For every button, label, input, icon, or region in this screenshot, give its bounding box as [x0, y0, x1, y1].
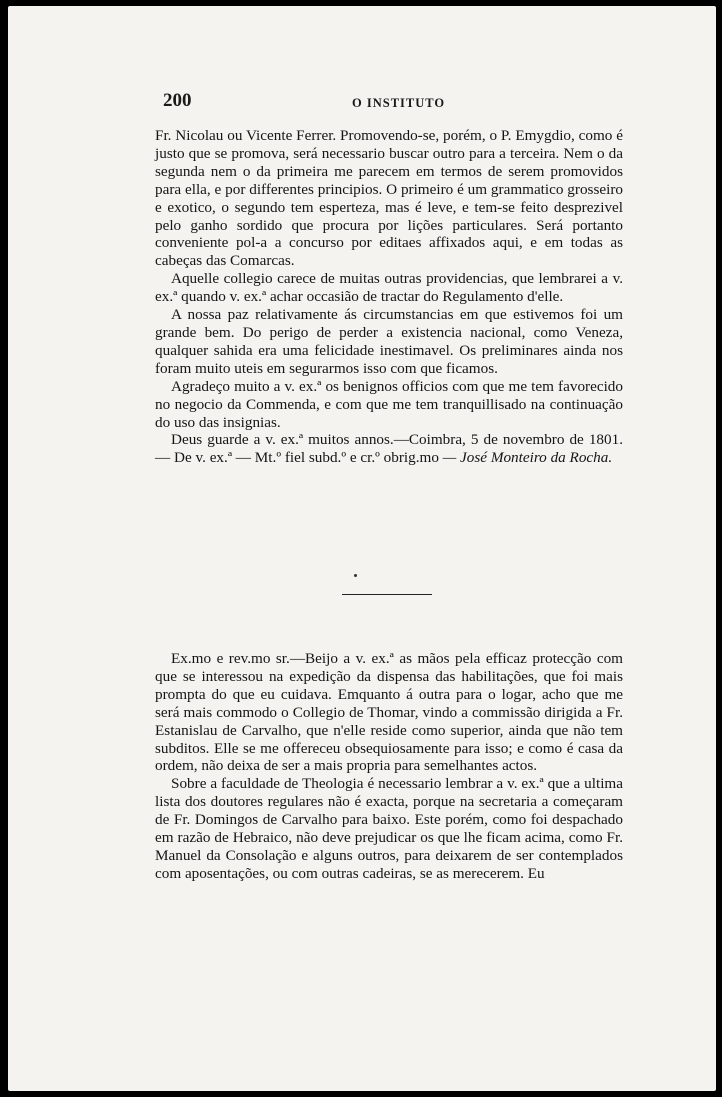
paragraph: Fr. Nicolau ou Vicente Ferrer. Promovendo-se, porém, o P. Emygdio, como é justo que se promova, será necessario buscar outro para a terceira. Nem o da segunda nem o da primeira me parecem em termos de serem promovidos para ella, e por differentes principios. O primeiro é um grammatico grosseiro e exotico, o segundo tem esperteza, mas é leve, e tem-se feito desprezivel pelo ganho sordido que procura por lições particulares. Será portanto conveniente pol-a a concurso por editaes affixados aqui, e em todas as cabeças das Comarcas. — [155, 127, 623, 270]
paragraph: Sobre a faculdade de Theologia é necessario lembrar a v. ex.ª que a ultima lista dos doutores regulares não é exacta, porque na secretaria a começaram de Fr. Domingos de Carvalho para baixo. Este porém, como foi despachado em razão de Hebraico, não deve prejudicar os que lhe ficam acima, como Fr. Manuel da Consolação e alguns outros, para deixarem de ser contemplados com aposentações, ou com outras cadeiras, se as merecerem. Eu — [155, 775, 623, 882]
running-title: O INSTITUTO — [352, 96, 446, 110]
letter-two — [155, 650, 623, 883]
page-number: 200 — [163, 90, 192, 111]
paragraph: Ex.mo e rev.mo sr.—Beijo a v. ex.ª as mãos pela efficaz protecção com que se interessou na expedição da dispensa das habilitações, que foi mais prompta do que eu cuidava. Emquanto á outra para o logar, acho que me será mais commodo o Collegio de Thomar, vindo a commissão dirigida a Fr. Estanislau de Carvalho, que n'elle reside como superior, ainda que não tem subditos. Elle se me offereceu obsequiosamente para isso; e como é casa da ordem, não deixa de ser a mais propria para semelhantes actos. — [155, 650, 623, 775]
paragraph: Agradeço muito a v. ex.ª os benignos officios com que me tem favorecido no negocio da Commenda, e com que me tem tranquillisado na continuação do uso das insignias. — [155, 377, 623, 431]
page-header — [163, 90, 633, 114]
signature: José Monteiro da Rocha. — [460, 449, 613, 467]
closing-text: Deus guarde a v. ex.ª muitos annos.—Coimbra, 5 de novembro de 1801. — De v. ex.ª — Mt.º fiel subd.º e cr.º obrig.mo — [155, 431, 623, 467]
section-divider — [342, 594, 432, 595]
paragraph: A nossa paz relativamente ás circumstancias em que estivemos foi um grande bem. Do perigo de perder a existencia nacional, como Veneza, qualquer sahida era uma felicidade inestimavel. Os preliminares ainda nos foram muito uteis em segurarmos isso com que ficamos. — [155, 306, 623, 377]
letter-one — [155, 127, 623, 467]
paragraph: Aquelle collegio carece de muitas outras providencias, que lembrarei a v. ex.ª quando v. ex.ª achar occasião de tractar do Regulamento d'elle. — [155, 270, 623, 306]
signature-separator: — — [438, 449, 461, 467]
ornament-dot — [354, 574, 357, 577]
closing-paragraph — [155, 431, 623, 467]
